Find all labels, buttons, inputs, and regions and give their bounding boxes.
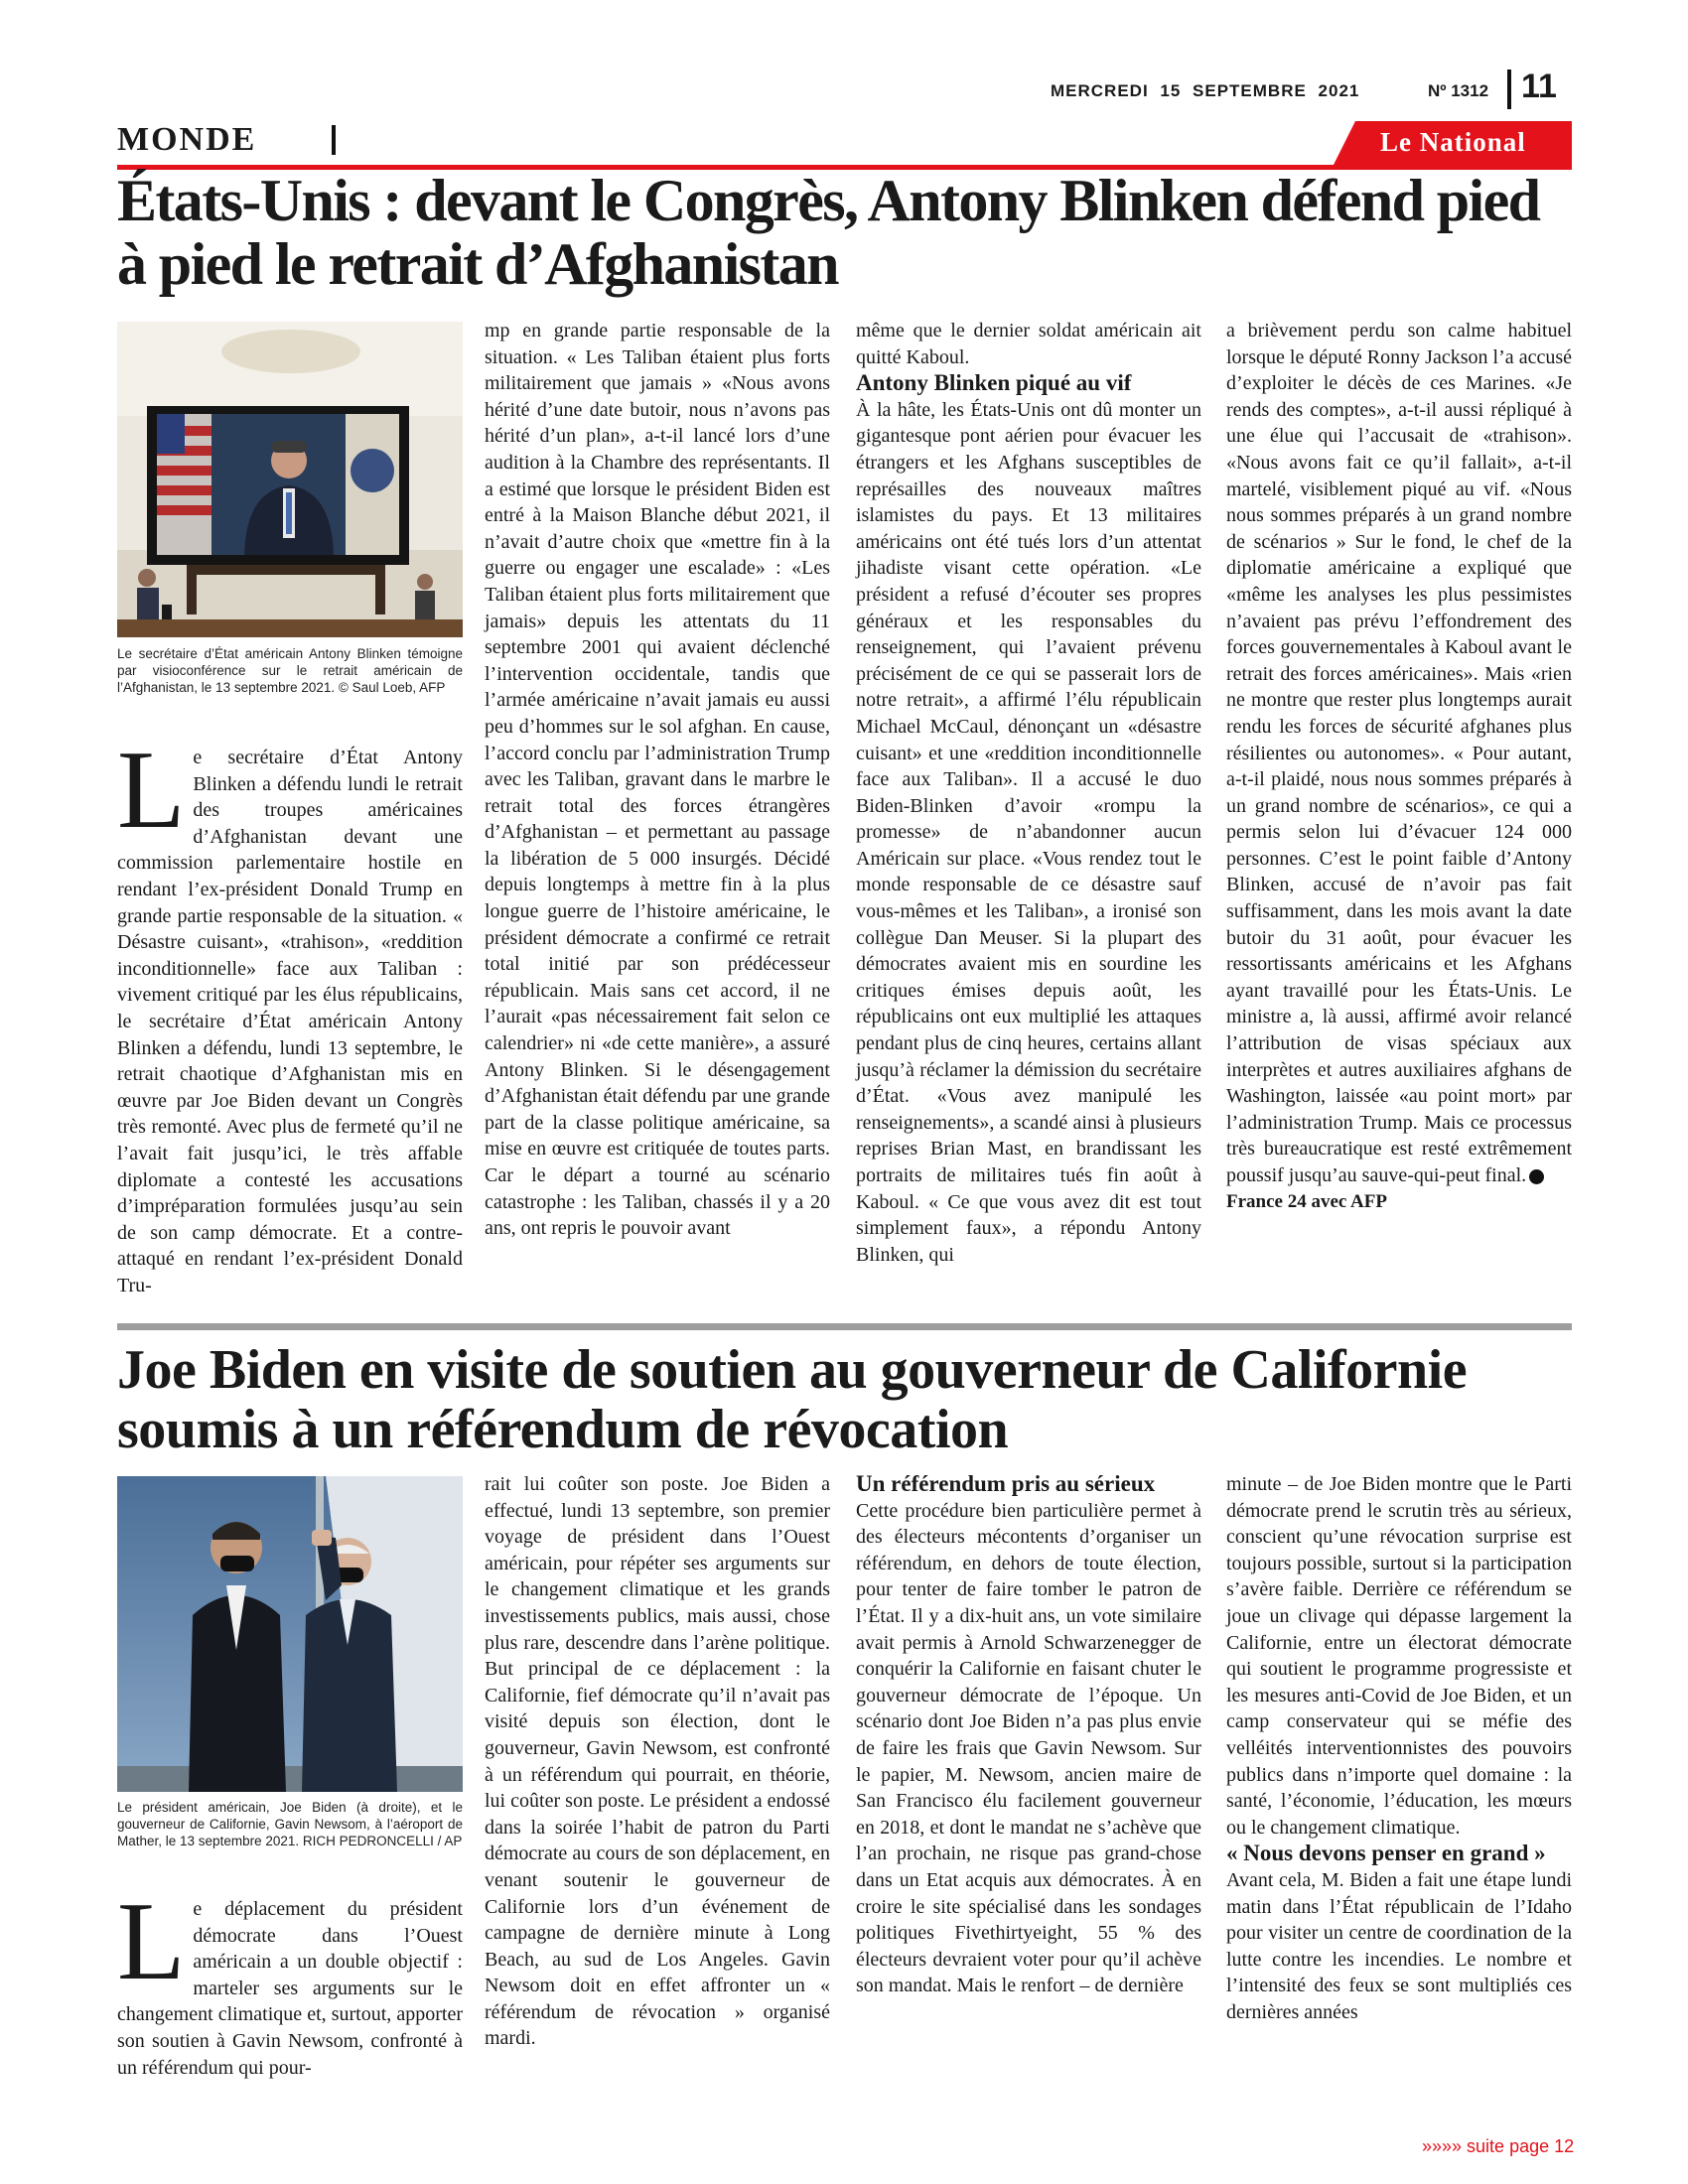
article2-col4-text: minute – de Joe Biden montre que le Parti démocrate prend le scrutin très au sérieux, conscient qu’une révocation surprise est toujours possible, surtout si la participation s’avère faible. Derrière ce référendum se joue un clivage qui dépasse largement la Californie, entre un électorat démocrate qui soutient le programme progressiste et les mesures anti-Covid de Joe Biden, et un camp conservateur qui se méfie des velléités interventionnistes des pouvoirs publics dans n’importe quel domaine : la santé, l’économie, l’éducation, les mœurs ou le changement climatique. (1226, 1473, 1572, 1839)
article2-photo (117, 1476, 463, 1797)
article2-column-4 (1226, 1471, 1572, 2025)
issue-date: MERCREDI 15 SEPTEMBRE 2021 (1051, 81, 1360, 100)
continued-link[interactable]: »»»» suite page 12 (1422, 2136, 1575, 2156)
article2-dropcap: L (117, 1880, 186, 2003)
article1-dropcap: L (117, 729, 186, 852)
article1-column-4 (1226, 318, 1572, 1215)
end-of-article-mark (1529, 1169, 1544, 1184)
article1-column-2: mp en grande partie responsable de la situation. « Les Taliban étaient plus forts militairement que jamais » «Nous avons hérité d’une date butoir, nous n’avons pas hérité d’un plan», a-t-il lancé lors d’une audition à la Chambre des représentants. Il a estimé que lorsque le président Biden est entré à la Maison Blanche début 2021, il n’avait d’autre choix que «mettre fin à la guerre ou engager une escalade» : «Les Taliban étaient plus forts militairement que jamais» depuis les attentats du 11 septembre 2001 qui avaient déclenché l’intervention occidentale, tandis que l’armée américaine n’avait jamais eu aussi peu d’hommes sur le sol afghan. En cause, l’accord conclu par l’administration Trump avec les Taliban, gravant dans le marbre le retrait total des forces étrangères d’Afghanistan – et permettant au passage la libération de 5 000 insurgés. Décidé depuis longtemps à mettre fin à la plus longue guerre de l’histoire américaine, le président démocrate a confirmé ce retrait total initié par son prédécesseur républicain. Mais sans cet accord, il ne l’aurait «pas nécessairement fait selon ce calendrier» ni «de cette manière», a assuré Antony Blinken. Si le désengagement d’Afghanistan était défendu par une grande part de la classe politique américaine, sa mise en œuvre est critiquée de toutes parts. Car le départ a tourné au scénario catastrophe : les Taliban, chassés il y a 20 ans, ont repris le pouvoir avant (485, 320, 830, 1240)
header-divider (1507, 69, 1511, 109)
article2-column-3 (856, 1471, 1201, 1999)
article1-col3-text: À la hâte, les États-Unis ont dû monter un gigantesque pont aérien pour évacuer les étrangers et les Afghans susceptibles de représailles des nouveaux maîtres islamistes du pays. Et 13 militaires américains ont été tués lors d’un attentat jihadiste visant cette opération. «Le président a refusé d’écouter ses propres généraux et les responsables du renseignement, qui l’avaient prévenu précisément de ce qui se passerait lors de notre retrait», a affirmé l’élu républicain Michael McCaul, dénonçant un «désastre cuisant» et une «reddition inconditionnelle face aux Taliban». Il a accusé le duo Biden-Blinken d’avoir «rompu la promesse» de n’abandonner aucun Américain sur place. «Vous rendez tout le monde responsable de ce désastre sauf vous-mêmes et les Taliban», a ironisé son collègue Dan Meuser. Si la plupart des démocrates avaient mis en sourdine les critiques émises depuis août, les républicains ont eux multiplié les attaques pendant plus de cinq heures, certains allant jusqu’à réclamer la démission du secrétaire d’État. «Vous avez manipulé les renseignements», a scandé ainsi à plusieurs reprises Brian Mast, en brandissant les portraits de militaires tués fin août à Kaboul. « Ce que vous avez dit est tout simplement faux», a répondu Antony Blinken, qui (856, 398, 1201, 1266)
article1-photo-caption: Le secrétaire d’État américain Antony Blinken témoigne par visioconférence sur le retrait américain de l’Afghanistan, le 13 septembre 2021. © Saul Loeb, AFP (117, 646, 463, 695)
article1-subhead: Antony Blinken piqué au vif (856, 370, 1132, 396)
article1-headline: États-Unis : devant le Congrès, Antony Blinken défend pied à pied le retrait d’Afghanistan (117, 168, 1540, 297)
article2-photo-caption: Le président américain, Joe Biden (à droite), et le gouverneur de Californie, Gavin Newsom, à l’aéroport de Mather, le 13 septembre 2021. RICH PEDRONCELLI / AP (117, 1800, 463, 1848)
article-divider (117, 1323, 1572, 1330)
article2-column-2: rait lui coûter son poste. Joe Biden a effectué, lundi 13 septembre, son premier voyage de président dans l’Ouest américain, pour répéter ses arguments sur le changement climatique et les grands investissements publics, mais aussi, chose plus rare, descendre dans l’arène politique. But principal de ce déplacement : la Californie, fief démocrate qu’il n’avait pas visité depuis son élection, dont le gouverneur, Gavin Newsom, est confronté à un référendum qui pourrait, en théorie, lui coûter son poste. Le président a endossé dans la soirée l’habit de patron du Parti démocrate au cours de son déplacement, en venant soutenir le gouverneur de Californie lors d’un événement de campagne de dernière minute à Long Beach, au sud de Los Angeles. Gavin Newsom doit en effet affronter un « référendum de révocation » organisé mardi. (485, 1473, 830, 2050)
article1-col4-body: a brièvement perdu son calme habituel lorsque le député Ronny Jackson l’a accusé d’exploiter le décès de ces Marines. «Je rends des comptes», a-t-il aussi répliqué à une élue qui l’accusait de «trahison». «Nous avons fait ce qu’il fallait», a-t-il martelé, visiblement piqué au vif. «Nous nous sommes préparés à un grand nombre de scénarios » Sur le fond, le chef de la diplomatie américaine a expliqué que «même les analyses les plus pessimistes n’avaient pas prévu l’effondrement des forces gouvernementales à Kaboul avant le retrait des forces américaines». Mais «rien ne montre que rester plus longtemps aurait rendu les forces de sécurité afghanes plus résilientes ou autonomes». « Pour autant, a-t-il plaidé, nous nous sommes préparés à un grand nombre de scénarios», ce qui a permis selon lui d’évacuer 124 000 personnes. C’est le point faible d’Antony Blinken, accusé de n’avoir pas fait suffisamment, dans les mois avant la date butoir du 31 août, pour évacuer les ressortissants américains et les Afghans ayant travaillé pour les États-Unis. Le ministre a, là aussi, affirmé avoir relancé l’attribution de visas spéciaux aux interprètes et autres auxiliaires afghans de Washington, laissée «au point mort» par l’administration Trump. Mais ce processus très bureaucratique est resté extrêmement poussif jusqu’au sauve-qui-peut final. (1226, 320, 1572, 1186)
issue-number: Nº 1312 (1428, 81, 1489, 100)
page-number: 11 (1521, 68, 1557, 105)
article2-subhead-1: Un référendum pris au sérieux (856, 1471, 1156, 1496)
biden-newsom-photo (117, 1476, 463, 1792)
brand-name: Le National (1380, 127, 1526, 157)
article2-column-1 (117, 1880, 463, 2081)
article2-col1-text: e déplacement du président démocrate dans l’Ouest américain a un double objectif : marteler ses arguments sur le changement climatique et, surtout, apporter son soutien à Gavin Newsom, confronté à un référendum qui pour- (117, 1898, 463, 2079)
article1-col1-text: e secrétaire d’État Antony Blinken a défendu lundi le retrait des troupes américaines d’Afghanistan devant une commission parlementaire hostile en rendant l’ex-président Donald Trump en grande partie responsable de la situation. « Désastre cuisant», «trahison», «reddition inconditionnelle» face aux Taliban : vivement critiqué par les élus républicains, le secrétaire d’État américain Antony Blinken a défendu, lundi 13 septembre, le retrait chaotique d’Afghanistan mis en œuvre par Joe Biden devant un Congrès très remonté. Avec plus de fermeté qu’il ne l’avait fait jusqu’ici, le très affable diplomate a contesté les accusations d’impréparation formulées jusqu’au sein de son camp démocrate. Et a contre-attaqué en rendant l’ex-président Donald Tru- (117, 747, 463, 1297)
blinken-hearing-photo (117, 322, 463, 637)
article2-headline: Joe Biden en visite de soutien au gouverneur de Californie soumis à un référendum de révocation (117, 1339, 1468, 1460)
section-title: MONDE (117, 121, 257, 158)
article2-subhead-2: « Nous devons penser en grand » (1226, 1841, 1546, 1866)
article1-col4-text (1226, 318, 1572, 1189)
article1-column-3 (856, 318, 1201, 1268)
article1-column-1 (117, 729, 463, 1298)
section-divider (332, 125, 336, 155)
article1-col3-top: même que le dernier soldat américain ait quitté Kaboul. (856, 320, 1201, 368)
article1-photo (117, 322, 463, 637)
article2-col4b-text: Avant cela, M. Biden a fait une étape lundi matin dans l’État républicain de l’Idaho pour visiter un centre de coordination de la lutte contre les incendies. Le nombre et l’intensité des feux se sont multipliés ces dernières années (1226, 1868, 1572, 2023)
article2-col3-text: Cette procédure bien particulière permet à des électeurs mécontents d’organiser un référendum, en dehors de toute élection, pour tenter de faire tomber le patron de l’État. Il y a dix-huit ans, un vote similaire avait permis à Arnold Schwarzenegger de conquérir la Californie en faisant chuter le gouverneur démocrate de l’époque. Un scénario dont Joe Biden n’a pas plus envie de faire les frais que Gavin Newsom. Sur le papier, M. Newsom, ancien maire de San Francisco élu facilement gouverneur en 2018, et dont le mandat ne s’achève que l’an prochain, ne risque pas grand-chose dans un Etat acquis aux démocrates. À en croire le site spécialisé dans les sondages politiques Fivethirtyeight, 55 % des électeurs devraient voter pour qu’il achève son mandat. Mais le renfort – de dernière (856, 1499, 1201, 1997)
article1-credit: France 24 avec AFP (1226, 1190, 1387, 1212)
